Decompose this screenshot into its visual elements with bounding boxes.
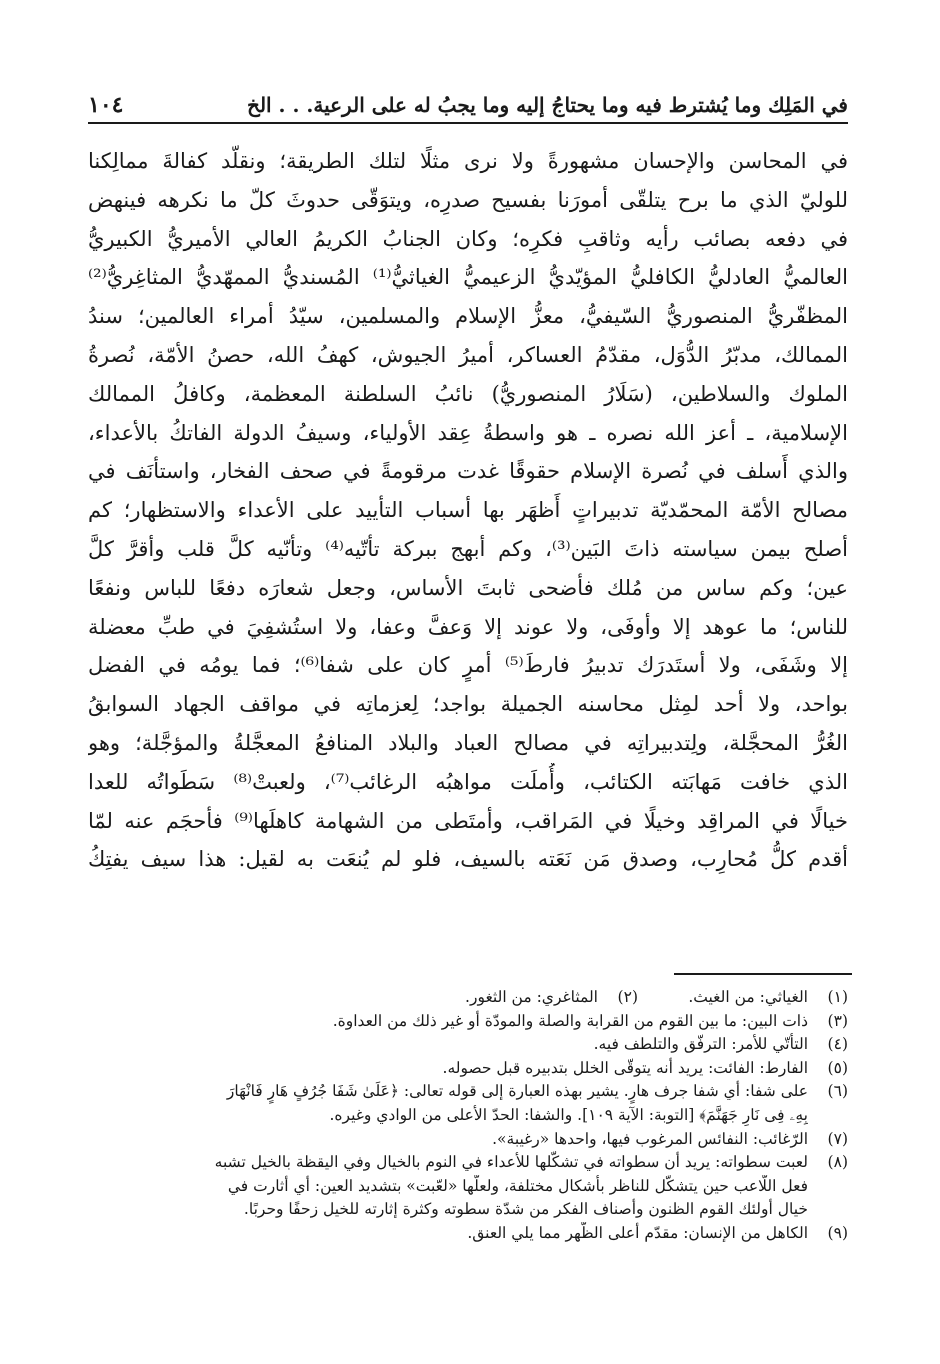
text-line: الذي خافت مَهابَته الكتائب، وأُملَت مواهبُه الرغائب⁽⁷⁾، ولعبتْ⁽⁸⁾ سَطَواتُه للعدا <box>88 769 848 794</box>
footnote-4 <box>88 1033 848 1057</box>
footnote-number: (٥) <box>827 1058 848 1077</box>
text-line: الغُرُّ المحجَّلة، ولِتدبيراتِه في مصالح العباد والبلاد المنافعُ المعجَّلةُ والمؤجَّلة؛ وهو <box>88 730 848 755</box>
text-line: مصالح الأمّة المحمّديّة تدبيراتٍ أَظهَر بها أسباب التأييد على الأعداء والاستظهار؛ كم <box>88 498 848 523</box>
text-line: أقدم كلُّ مُحارِب، وصدق مَن نَعَته بالسيف، فلو لم يُنعَت به لقيل: هذا سيف يفتِكُ <box>88 847 848 872</box>
footnote-2 <box>465 986 638 1010</box>
footnote-text: خيال أولئك القوم الظنون وأصناف الفكر من شدّة سطوته وكثرة إثارته للخيل زحفًا وحربًا. <box>243 1200 808 1219</box>
footnote-3 <box>88 1010 848 1034</box>
footnote-number: (٢) <box>617 988 638 1006</box>
footnote-row <box>88 986 848 1010</box>
text-line: الممالك، مدبّرُ الدُّوَل، مقدّمُ العساكر، أميرُ الجيوش، كهفُ الله، حصنُ الأمّة، نُصرةُ <box>88 342 848 367</box>
text-line: للناس؛ ما عوهد إلا وأوفَى، ولا عوند إلا وَعفَّ وعفا، ولا استُشفِيَ في طبِّ معضلة <box>88 614 848 639</box>
text-line: في دفعه بصائب رأيه وثاقبِ فكرِه؛ وكان الجنابُ الكريمُ العالي الأميريُّ الكبيريُّ <box>88 226 848 251</box>
page-number: ١٠٤ <box>88 92 124 118</box>
footnote-number: (٩) <box>827 1223 848 1242</box>
footnote-number: (٧) <box>827 1129 848 1148</box>
footnote-number: (١) <box>827 988 848 1006</box>
text-line: عين؛ وكم ساس من مُلك فأضحى ثابتَ الأساس، وجعل شعارَه دفعًا للباس ونفعًا <box>88 575 848 600</box>
text-line: أصلح بيمن سياسته ذاتَ البَين⁽³⁾، وكم أبهج ببركة تأتّيه⁽⁴⁾ وتأنّيه كلَّ قلب وأقرَّ كلَّ <box>88 536 848 561</box>
footnote-text: فعل اللّاعب حين يتشكّل للناظر بأشكال مختلفة، ولعلّها «لعّبت» بتشديد العين: أي أثارت في <box>227 1176 808 1195</box>
footnote-text: بِهِۦ فِى نَارِ جَهَنَّمَ﴾ [التوبة: الآية ١٠٩]. والشفا: الحدّ الأعلى من الوادي وغيره. <box>329 1105 808 1124</box>
footnote-text: الفارط: الفائت: يريد أنه يتوقّى الخلل بتدبيره قبل حصوله. <box>442 1058 808 1077</box>
footnote-text: الغياثي: من الغيث. <box>688 988 808 1006</box>
footnote-text: على شفا: أي شفا جرف هارٍ. يشير بهذه العبارة إلى قوله تعالى: ﴿عَلَىٰ شَفَا جُرُفٍ هَارٍ فَانْهَارَ <box>226 1082 808 1101</box>
footnote-1 <box>638 986 848 1010</box>
text-line: للوليّ الذي ما برح يتلقّى أمورَنا بفسيح صدرِه، ويتوَقّى حدوثَ كلّ ما نكرهه فينهض <box>88 187 848 212</box>
text-line: والذي أَسلف في نُصرة الإسلام حقوقًا غدت مرقومةً في صحف الفخار، واستأنَف في <box>88 459 848 484</box>
footnotes <box>88 986 848 1326</box>
footnote-number: (٤) <box>827 1035 848 1054</box>
footnote-text: المثاغري: من الثغور. <box>465 988 598 1006</box>
footnote-5 <box>88 1057 848 1081</box>
footnote-number: (٨) <box>827 1153 848 1172</box>
footnote-text: الرّغائب: النفائس المرغوب فيها، واحدها «رغيبة». <box>492 1129 808 1148</box>
footnote-9 <box>88 1222 848 1246</box>
text-line: الملوك والسلاطين، (سَلَارُ المنصوريُّ) نائبُ السلطنة المعظمة، وكافلُ الممالك <box>88 381 848 406</box>
footnote-text: الكاهل من الإنسان: مقدّم أعلى الظّهر مما يلي العنق. <box>467 1223 808 1242</box>
footnote-text: ذات البين: ما بين القوم من القرابة والصلة والمودّة أو غير ذلك من العداوة. <box>332 1011 808 1030</box>
running-header <box>88 80 848 124</box>
footnote-number: (٣) <box>827 1011 848 1030</box>
footnote-8 <box>88 1151 848 1222</box>
main-text <box>88 142 848 962</box>
text-line: العالميُّ العادليُّ الكافليُّ المؤيّديُّ الزعيميُّ الغياثيُّ⁽¹⁾ المُسنديُّ الممهّديُّ المثاغِريُّ⁽²⁾ <box>88 265 848 290</box>
footnote-text: لعبت سطواته: يريد أن سطواته في تشكّلها للأعداء في النوم بالخيال وفي اليقظة بالخيل تشبه <box>214 1153 808 1172</box>
footnote-6 <box>88 1080 848 1127</box>
footnote-text: التأتّي للأمر: الترفّق والتلطف فيه. <box>593 1035 808 1054</box>
text-line: المظفّريُّ المنصوريُّ السّيفيُّ، معزُّ الإسلام والمسلمين، سيّدُ أمراء العالمين؛ سندُ <box>88 304 848 329</box>
text-line: بواحد، ولا أحد لمِثل محاسنه الجميلة بواجد؛ لِعزماتِه في مواقف الجهاد السوابقُ <box>88 692 848 717</box>
text-line: إلا وشَفَى، ولا أستَدرَك تدبيرُ فارطَ⁽⁵⁾ أمرٍ كان على شفا⁽⁶⁾؛ فما يومُه في الفضل <box>88 653 848 678</box>
running-title: في المَلِك وما يُشترط فيه وما يحتاجُ إليه وما يجبُ له على الرعية. . . الخ <box>247 93 848 117</box>
footnote-number: (٦) <box>827 1082 848 1101</box>
text-line: الإسلامية، ـ أعز الله نصره ـ هو واسطةُ عِقد الأولياء، وسيفُ الدولة الفاتكُ بالأعداء، <box>88 420 848 445</box>
text-line: في المحاسن والإحسان مشهورةً ولا نرى مثلًا لتلك الطريقة؛ ونقلّد كفالةَ ممالِكنا <box>88 149 848 173</box>
text-line: خيالًا في المراقِد وخيلًا في المَراقب، وأمتَطى من الشهامة كاهلَها⁽⁹⁾ فأحجَم عنه لمّا <box>88 808 848 833</box>
footnote-7 <box>88 1128 848 1152</box>
footnote-separator <box>674 973 852 975</box>
